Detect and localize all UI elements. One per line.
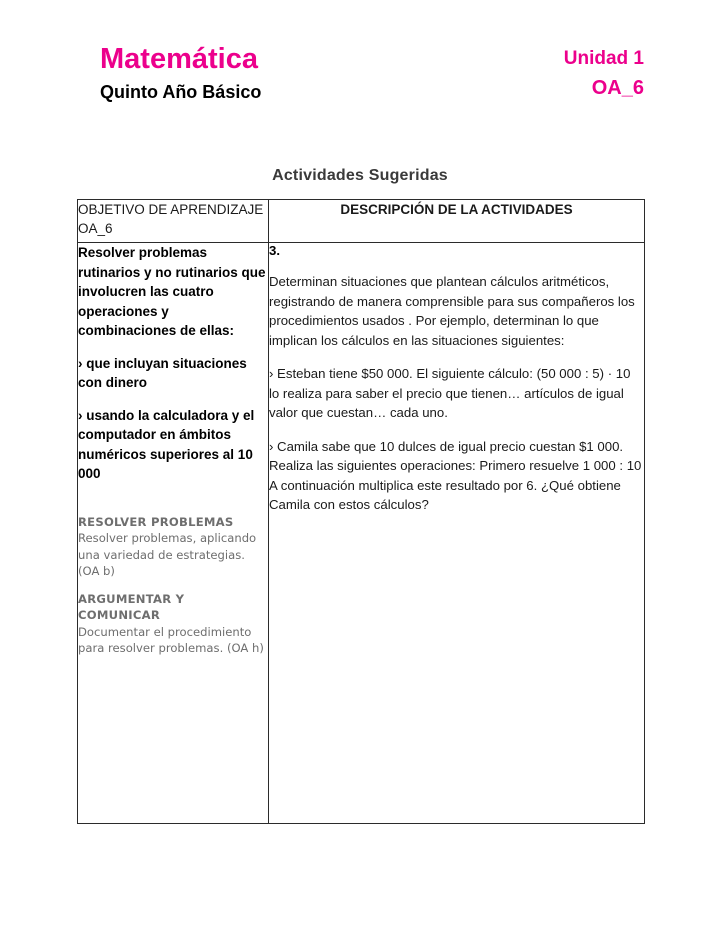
table-header-row (78, 200, 645, 243)
skill-body: Resolver problemas, aplicando una variedad de estrategias. (OA b) (78, 531, 257, 578)
skills-group (78, 514, 268, 657)
objective-paragraph: › que incluyan situaciones con dinero (78, 355, 247, 390)
skill-heading: RESOLVER PROBLEMAS (78, 514, 234, 529)
skill-heading: ARGUMENTAR Y COMUNICAR (78, 591, 185, 622)
document-header (77, 42, 644, 122)
description-paragraph: › Esteban tiene $50 000. El siguiente cálculo: (50 000 : 5) · 10 lo realiza para saber el precio que tienen… artículos de igual valor que cuestan… cada uno. (269, 366, 631, 420)
subject-title: Matemática (100, 43, 258, 75)
oa-code-label: OA_6 (591, 77, 644, 99)
grade-subtitle: Quinto Año Básico (100, 82, 262, 102)
column-header-description: DESCRIPCIÓN DE LA ACTIVIDADES (269, 200, 645, 243)
section-title: Actividades Sugeridas (272, 167, 448, 184)
unit-label: Unidad 1 (563, 48, 644, 69)
objective-text-group (78, 243, 268, 484)
header-right-group (564, 46, 644, 102)
activity-number: 3. (269, 243, 280, 258)
cell-description (269, 243, 645, 824)
table-row (78, 243, 645, 824)
cell-objective (78, 243, 269, 824)
objective-paragraph: Resolver problemas rutinarios y no rutinarios que involucren las cuatro operaciones y combinaciones de ellas: (78, 245, 266, 338)
skill-block (78, 514, 268, 580)
column-header-objective: OBJETIVO DE APRENDIZAJE OA_6 (78, 200, 269, 243)
description-text-group (269, 272, 644, 515)
skill-body: Documentar el procedimiento para resolver problemas. (OA h) (78, 624, 264, 655)
activities-table (77, 199, 645, 824)
description-paragraph: › Camila sabe que 10 dulces de igual precio cuestan $1 000. Realiza las siguientes operaciones: Primero resuelve 1 000 : 10 A continuación multiplica este resultado por 6. ¿Qué obtiene Camila con estos cálculos? (269, 438, 642, 512)
skill-block (78, 591, 268, 657)
objective-paragraph: › usando la calculadora y el computador en ámbitos numéricos superiores al 10 000 (78, 407, 255, 481)
header-left-group (100, 42, 261, 104)
description-paragraph: Determinan situaciones que plantean cálculos aritméticos, registrando de manera comprensible para sus compañeros los procedimientos usados . Por ejemplo, determinan lo que implican los cálculos en las situaciones siguientes: (269, 274, 635, 348)
